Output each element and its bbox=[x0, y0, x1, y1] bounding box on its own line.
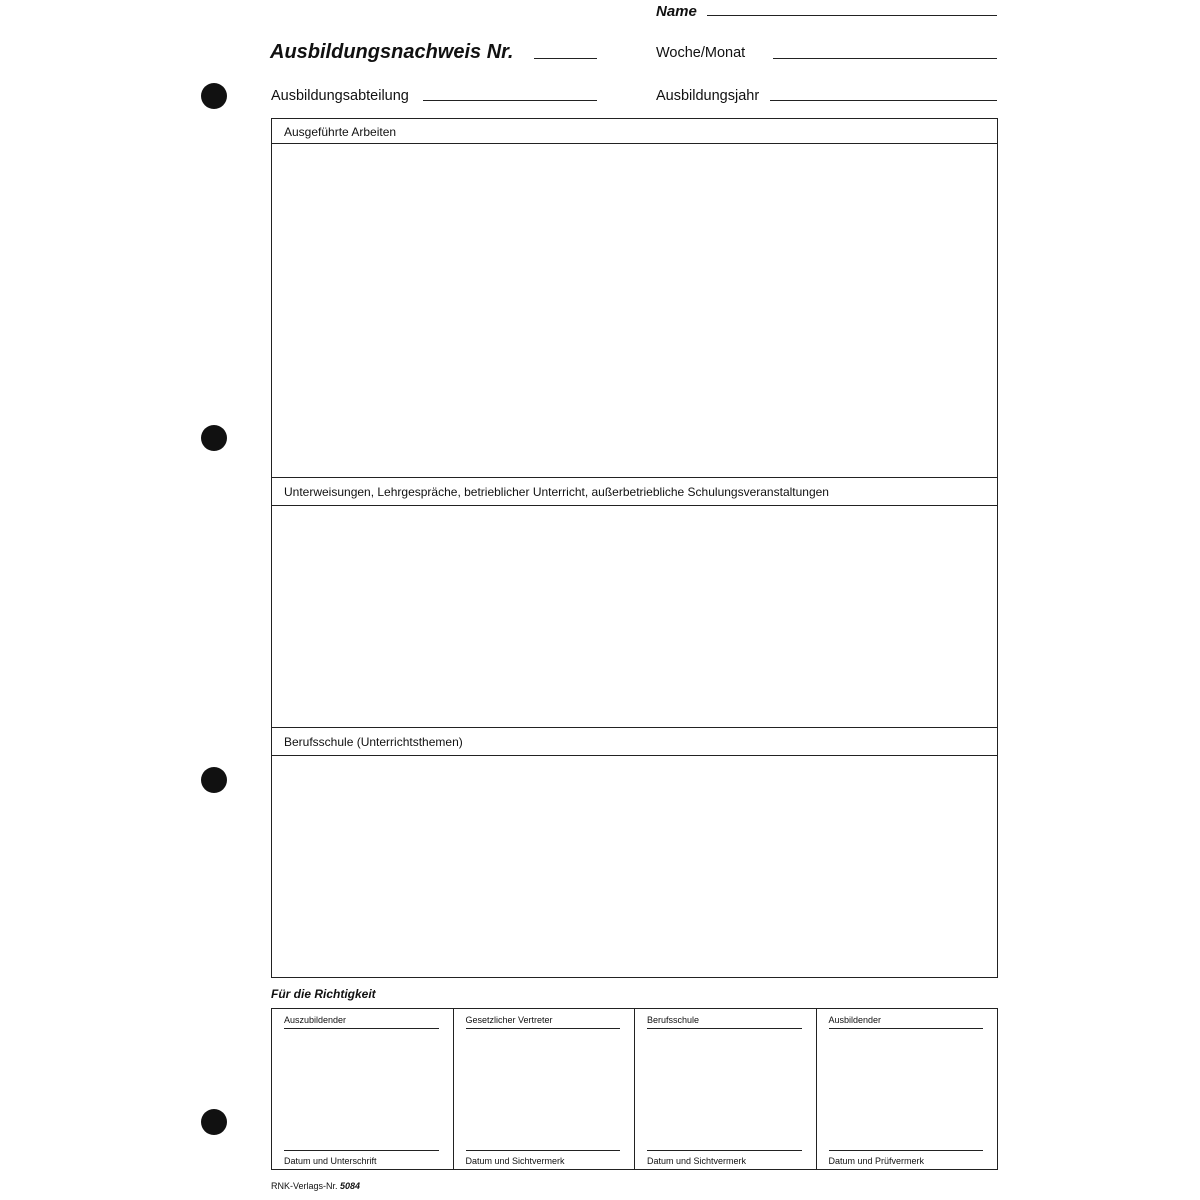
form-title: Ausbildungsnachweis Nr. bbox=[270, 41, 514, 63]
signature-row bbox=[271, 1008, 998, 1170]
signature-line[interactable] bbox=[284, 1150, 439, 1151]
woche-monat-field[interactable] bbox=[773, 58, 997, 59]
publisher-number: 5084 bbox=[340, 1181, 361, 1191]
punch-hole-2 bbox=[201, 425, 227, 451]
section-header-unterweisungen bbox=[271, 478, 998, 506]
publisher-note bbox=[271, 1181, 360, 1191]
section-body-unterweisungen[interactable] bbox=[271, 506, 998, 728]
abteilung-field[interactable] bbox=[423, 100, 597, 101]
abteilung-label: Ausbildungsabteilung bbox=[271, 88, 409, 104]
punch-hole-1 bbox=[201, 83, 227, 109]
signature-box-berufsschule[interactable] bbox=[635, 1009, 817, 1169]
jahr-field[interactable] bbox=[770, 100, 997, 101]
signature-title: Auszubildender bbox=[284, 1015, 347, 1025]
signature-divider bbox=[466, 1028, 621, 1029]
signature-box-ausbildender[interactable] bbox=[817, 1009, 998, 1169]
section-body-arbeiten[interactable] bbox=[271, 144, 998, 478]
signature-divider bbox=[829, 1028, 984, 1029]
section-title-unterweisungen: Unterweisungen, Lehrgespräche, betrieblicher Unterricht, außerbetriebliche Schulungsveranstaltungen bbox=[284, 485, 829, 499]
section-title-arbeiten: Ausgeführte Arbeiten bbox=[284, 125, 397, 139]
section-title-berufsschule: Berufsschule (Unterrichtsthemen) bbox=[284, 735, 463, 749]
name-label: Name bbox=[656, 3, 697, 20]
signature-divider bbox=[647, 1028, 802, 1029]
woche-monat-label: Woche/Monat bbox=[656, 45, 746, 61]
signature-footer: Datum und Unterschrift bbox=[284, 1156, 377, 1166]
punch-hole-4 bbox=[201, 1109, 227, 1135]
signature-line[interactable] bbox=[466, 1150, 621, 1151]
signature-box-vertreter[interactable] bbox=[454, 1009, 636, 1169]
signature-footer: Datum und Prüfvermerk bbox=[828, 1156, 925, 1166]
name-field[interactable] bbox=[707, 15, 997, 16]
signature-title: Gesetzlicher Vertreter bbox=[465, 1015, 553, 1025]
signature-footer: Datum und Sichtvermerk bbox=[647, 1156, 747, 1166]
jahr-label: Ausbildungsjahr bbox=[656, 88, 760, 104]
signature-footer: Datum und Sichtvermerk bbox=[465, 1156, 565, 1166]
signature-box-auszubildender[interactable] bbox=[272, 1009, 454, 1169]
signature-heading: Für die Richtigkeit bbox=[271, 987, 376, 1001]
section-header-berufsschule bbox=[271, 728, 998, 756]
signature-line[interactable] bbox=[647, 1150, 802, 1151]
signature-divider bbox=[284, 1028, 439, 1029]
section-body-berufsschule[interactable] bbox=[271, 756, 998, 978]
punch-hole-3 bbox=[201, 767, 227, 793]
section-header-arbeiten bbox=[271, 118, 998, 144]
signature-line[interactable] bbox=[829, 1150, 984, 1151]
publisher-label: RNK-Verlags-Nr. bbox=[271, 1181, 338, 1191]
signature-title: Berufsschule bbox=[647, 1015, 700, 1025]
nachweis-number-field[interactable] bbox=[534, 58, 597, 59]
signature-title: Ausbildender bbox=[828, 1015, 882, 1025]
